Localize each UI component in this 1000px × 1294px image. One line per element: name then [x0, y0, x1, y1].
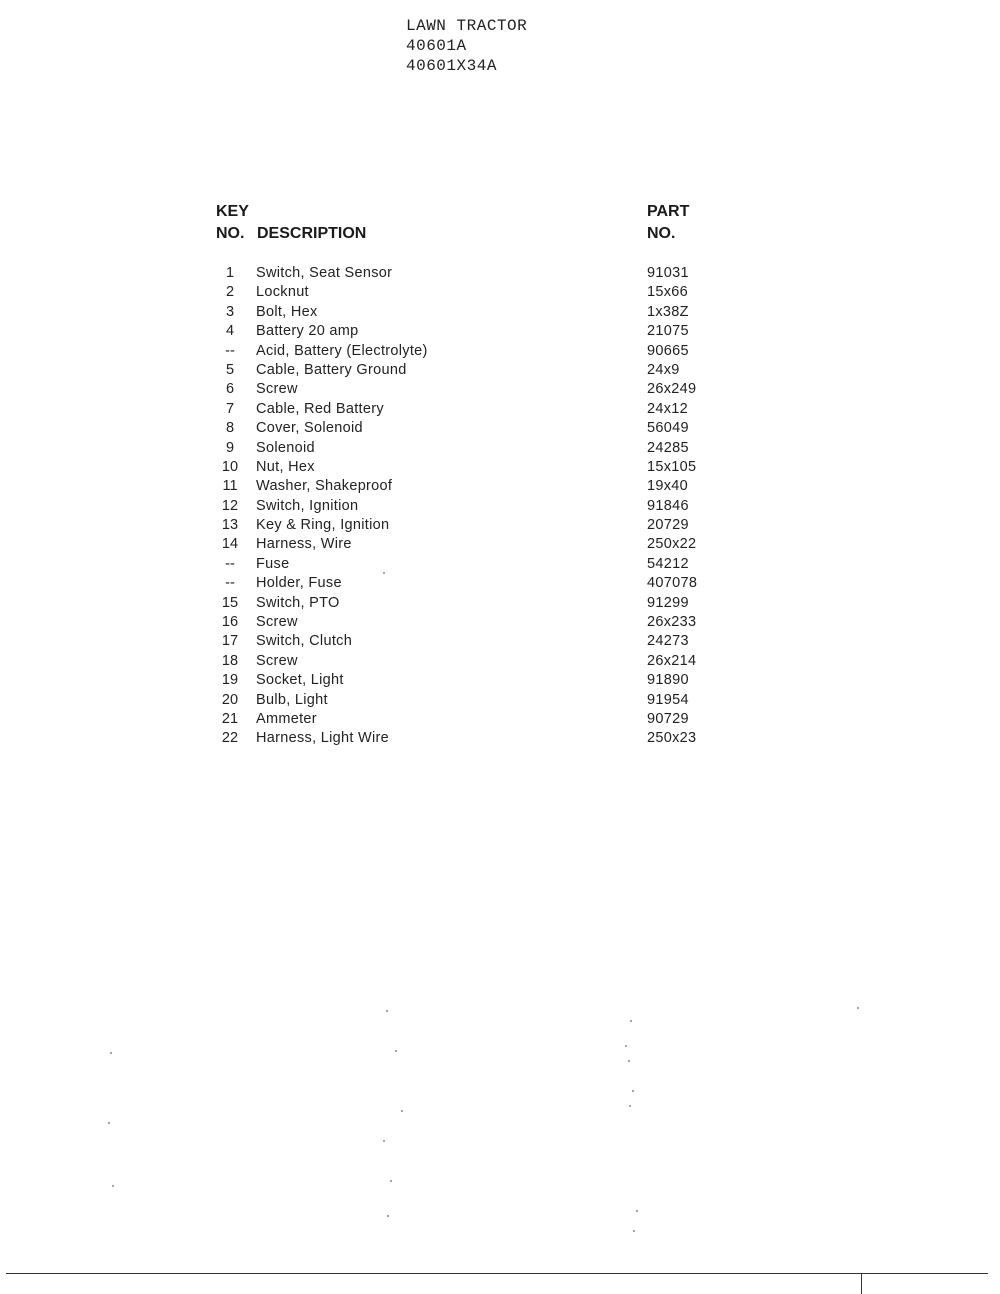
table-row — [216, 632, 736, 651]
key-number: 2 — [225, 284, 235, 301]
table-row — [216, 264, 736, 283]
scan-speck — [633, 1230, 635, 1232]
bottom-tick — [861, 1273, 862, 1294]
scan-speck — [386, 1010, 388, 1012]
table-row — [216, 400, 736, 419]
key-number: 6 — [225, 381, 235, 398]
part-description: Ammeter — [256, 710, 317, 727]
table-row — [216, 594, 736, 613]
part-description: Switch, PTO — [256, 594, 340, 611]
part-number: 26x214 — [647, 652, 697, 669]
part-description: Holder, Fuse — [256, 575, 342, 592]
part-number: 24273 — [647, 633, 689, 650]
key-number: 8 — [225, 420, 235, 437]
table-row — [216, 574, 736, 593]
part-number: 91846 — [647, 497, 689, 514]
scan-speck — [383, 1140, 385, 1142]
table-row — [216, 555, 736, 574]
scan-speck — [108, 1122, 110, 1124]
part-description: Cable, Red Battery — [256, 400, 384, 417]
key-number: 21 — [221, 710, 239, 727]
part-number: 90729 — [647, 710, 689, 727]
part-description: Solenoid — [256, 439, 315, 456]
table-row — [216, 283, 736, 302]
part-description: Harness, Wire — [256, 536, 352, 553]
table-row — [216, 380, 736, 399]
key-number: 12 — [221, 497, 239, 514]
scan-speck — [636, 1210, 638, 1212]
scan-speck — [857, 1007, 859, 1009]
part-number: 26x233 — [647, 614, 697, 631]
key-number: -- — [225, 575, 235, 592]
part-description: Cover, Solenoid — [256, 420, 363, 437]
part-description: Key & Ring, Ignition — [256, 517, 390, 534]
table-row — [216, 710, 736, 729]
scan-speck — [625, 1045, 627, 1047]
key-number: 13 — [221, 517, 239, 534]
parts-list — [216, 264, 736, 749]
scan-speck — [632, 1090, 634, 1092]
scan-speck — [112, 1185, 114, 1187]
key-header-line1: KEY — [216, 203, 249, 220]
scan-speck — [387, 1215, 389, 1217]
table-row — [216, 361, 736, 380]
part-description: Socket, Light — [256, 672, 344, 689]
part-description: Screw — [256, 614, 298, 631]
part-number: 91890 — [647, 672, 689, 689]
key-number: 14 — [221, 536, 239, 553]
key-number: 22 — [221, 730, 239, 747]
key-number: 9 — [225, 439, 235, 456]
key-number: 4 — [225, 323, 235, 340]
scan-speck — [628, 1060, 630, 1062]
scan-speck — [401, 1110, 403, 1112]
table-row — [216, 322, 736, 341]
bottom-rule — [6, 1273, 988, 1274]
part-number: 24x12 — [647, 400, 689, 417]
key-number: 7 — [225, 400, 235, 417]
part-description: Nut, Hex — [256, 458, 315, 475]
part-description: Cable, Battery Ground — [256, 361, 407, 378]
part-number: 91299 — [647, 594, 689, 611]
key-number: -- — [225, 342, 235, 359]
key-number: 20 — [221, 691, 239, 708]
part-description: Bolt, Hex — [256, 303, 318, 320]
part-header-line2: NO. — [647, 225, 676, 242]
part-description: Screw — [256, 381, 298, 398]
key-number: 5 — [225, 361, 235, 378]
scan-speck — [630, 1020, 632, 1022]
part-number: 26x249 — [647, 381, 697, 398]
part-description: Washer, Shakeproof — [256, 478, 393, 495]
model-number-2: 40601X34A — [406, 57, 497, 75]
part-number: 24285 — [647, 439, 689, 456]
part-description: Bulb, Light — [256, 691, 328, 708]
part-header-line1: PART — [647, 203, 690, 220]
part-description: Switch, Clutch — [256, 633, 353, 650]
part-number: 54212 — [647, 555, 689, 572]
part-number: 91954 — [647, 691, 689, 708]
table-row — [216, 652, 736, 671]
key-number: 18 — [221, 652, 239, 669]
model-header — [406, 16, 527, 76]
table-row — [216, 419, 736, 438]
part-number: 90665 — [647, 342, 689, 359]
table-row — [216, 477, 736, 496]
part-number: 250x23 — [647, 730, 697, 747]
key-number: 1 — [225, 265, 235, 281]
scan-speck — [395, 1050, 397, 1052]
table-row — [216, 439, 736, 458]
key-number: -- — [225, 555, 235, 572]
table-row — [216, 303, 736, 322]
key-number: 15 — [221, 594, 239, 611]
key-header-line2: NO. — [216, 225, 245, 242]
scan-speck — [110, 1052, 112, 1054]
table-row — [216, 613, 736, 632]
key-number: 3 — [225, 303, 235, 320]
part-description: Screw — [256, 652, 298, 669]
part-description: Fuse — [256, 555, 290, 572]
part-number: 21075 — [647, 323, 689, 340]
part-description: Harness, Light Wire — [256, 730, 390, 747]
part-description: Switch, Seat Sensor — [256, 265, 393, 281]
part-number: 1x38Z — [647, 303, 689, 320]
table-row — [216, 516, 736, 535]
part-number: 407078 — [647, 575, 698, 592]
parts-table-header — [216, 201, 736, 247]
table-row — [216, 691, 736, 710]
model-title: LAWN TRACTOR — [406, 17, 528, 35]
table-row — [216, 671, 736, 690]
key-number: 17 — [221, 633, 239, 650]
table-row — [216, 458, 736, 477]
part-number: 56049 — [647, 420, 689, 437]
part-number: 250x22 — [647, 536, 697, 553]
part-description: Acid, Battery (Electrolyte) — [256, 342, 428, 359]
part-number: 15x66 — [647, 284, 689, 301]
part-number: 15x105 — [647, 458, 697, 475]
scan-speck — [383, 572, 385, 574]
scan-speck — [390, 1180, 392, 1182]
part-description: Switch, Ignition — [256, 497, 359, 514]
model-number-1: 40601A — [406, 37, 467, 55]
table-row — [216, 729, 736, 748]
key-number: 16 — [221, 614, 239, 631]
description-header: DESCRIPTION — [257, 225, 367, 242]
part-number: 24x9 — [647, 361, 680, 378]
part-description: Battery 20 amp — [256, 323, 359, 340]
table-row — [216, 535, 736, 554]
key-number: 11 — [222, 478, 238, 495]
table-row — [216, 497, 736, 516]
part-description: Locknut — [256, 284, 309, 301]
key-number: 10 — [221, 458, 239, 475]
part-number: 19x40 — [647, 478, 689, 495]
part-number: 20729 — [647, 517, 689, 534]
key-number: 19 — [221, 672, 239, 689]
table-row — [216, 342, 736, 361]
part-number: 91031 — [647, 265, 689, 281]
scan-speck — [629, 1105, 631, 1107]
